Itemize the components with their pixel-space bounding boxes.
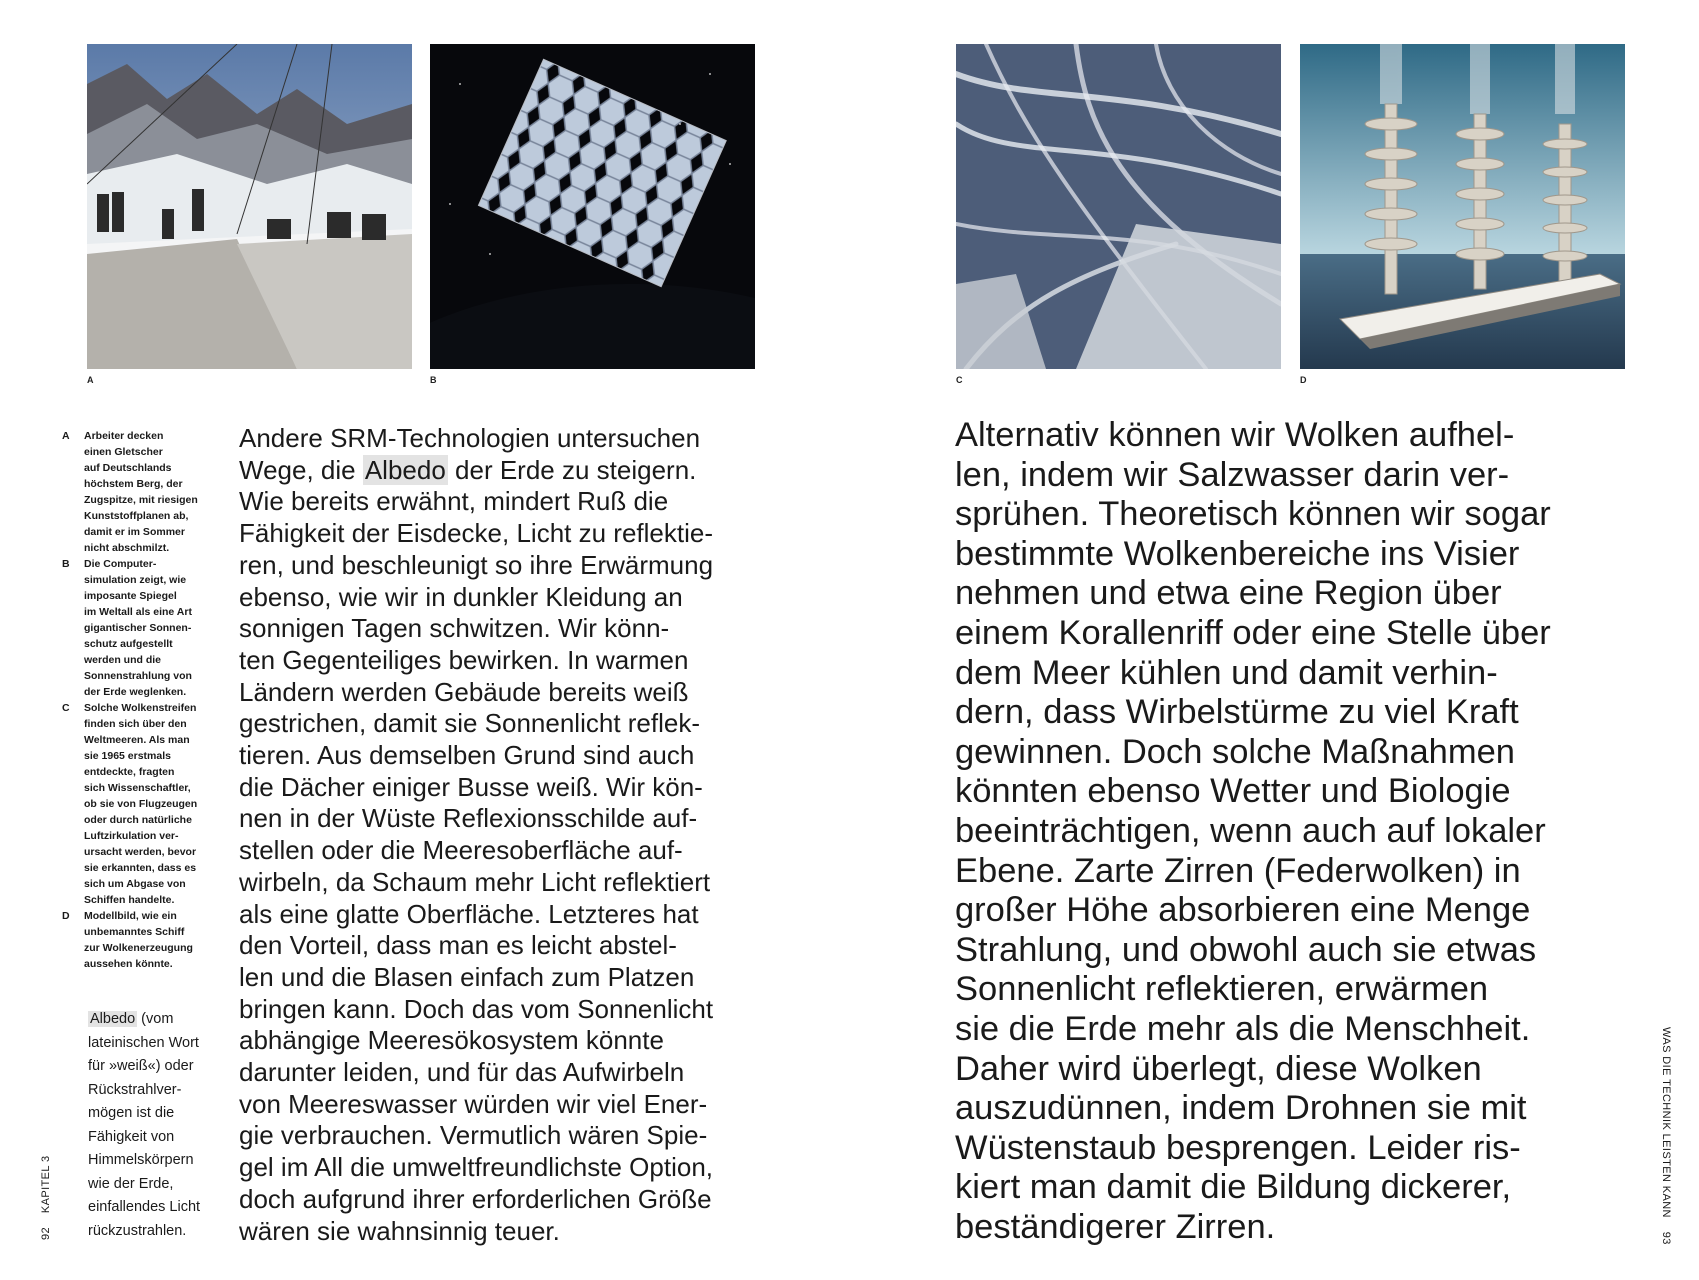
body-text-right [955, 416, 1595, 1247]
body-line: großer Höhe absorbieren eine Menge [955, 891, 1531, 930]
space-mirror-photo-icon [430, 44, 755, 369]
photo-a [87, 44, 412, 369]
body-line: den Vorteil, dass man es leicht abstel- [239, 930, 677, 961]
caption-text: Die Computer- simulation zeigt, wie imposante Spiegel im Weltall als eine Art gigantischer Sonnen- schutz aufgestellt werden und die Sonnenstrahlung von der Erde weglenken. [84, 558, 192, 698]
body-line: bringen kann. Doch das vom Sonnenlicht [239, 993, 714, 1024]
body-line: gewinnen. Doch solche Maßnahmen [955, 732, 1515, 771]
body-line: len, indem wir Salzwasser darin ver- [955, 455, 1510, 494]
caption-letter: B [62, 558, 70, 570]
body-line: sonnigen Tagen schwitzen. Wir könn- [239, 613, 670, 644]
cloud-ship-model-photo-icon [1300, 44, 1625, 369]
body-line: nen in der Wüste Reflexionsschilde auf- [239, 803, 698, 834]
caption-b [62, 556, 224, 700]
body-line: ren, und beschleunigt so ihre Erwärmung [239, 549, 714, 580]
body-line: dem Meer kühlen und damit verhin- [955, 653, 1498, 692]
photo-label-d: D [1300, 375, 1307, 385]
body-line: auszudünnen, indem Drohnen sie mit [955, 1089, 1527, 1128]
photo-captions [62, 428, 224, 972]
running-footer-left [40, 1156, 52, 1240]
body-line: beständigerer Zirren. [955, 1207, 1276, 1246]
glossary-term: Albedo [90, 1011, 136, 1027]
glacier-workers-photo-icon [87, 44, 412, 369]
photo-label-b: B [430, 375, 437, 385]
body-line: darunter leiden, und für das Aufwirbeln [239, 1057, 685, 1088]
body-line: ten Gegenteiliges bewirken. In warmen [239, 644, 689, 675]
body-line: gie verbrauchen. Vermutlich wären Spie- [239, 1120, 708, 1151]
body-line-start: Wege, die [239, 454, 363, 485]
body-lines [239, 486, 759, 1247]
body-line: tieren. Aus demselben Grund sind auch [239, 740, 695, 771]
body-line: als eine glatte Oberfläche. Letzteres hat [239, 898, 699, 929]
body-line: nehmen und etwa eine Region über [955, 574, 1502, 613]
page-number-right: 93 [1660, 1231, 1672, 1245]
body-line: sprühen. Theoretisch können wir sogar [955, 495, 1551, 534]
body-line: Wie bereits erwähnt, mindert Ruß die [239, 486, 669, 517]
body-line: von Meereswasser würden wir viel Ener- [239, 1088, 708, 1119]
caption-a [62, 428, 224, 556]
glossary-albedo [88, 1008, 218, 1243]
caption-text: Solche Wolkenstreifen finden sich über den Weltmeeren. Als man sie 1965 erstmals entdeckte, fragten sich Wissenschaftler, ob sie von Flugzeugen oder durch natürliche Luftzirkulation ver- ursacht werden, bevor sie erkannten, dass es sich um Abgase von Schiffen handelte. [84, 702, 198, 906]
body-line: beeinträchtigen, wenn auch auf lokaler [955, 811, 1546, 850]
caption-letter: D [62, 910, 70, 922]
body-line-end: der Erde zu steigern. [447, 454, 697, 485]
body-line: Wüstenstaub besprengen. Leider ris- [955, 1128, 1521, 1167]
body-line: Ländern werden Gebäude bereits weiß [239, 676, 689, 707]
caption-text: Arbeiter decken einen Gletscher auf Deutschlands höchstem Berg, der Zugspitze, mit riesigen Kunststoffplanen ab, damit er im Sommer nicht abschmilzt. [84, 430, 198, 554]
body-line: doch aufgrund ihrer erforderlichen Größe [239, 1183, 712, 1214]
body-line: gestrichen, damit sie Sonnenlicht reflek- [239, 708, 701, 739]
body-line: bestimmte Wolkenbereiche ins Visier [955, 534, 1520, 573]
body-line: könnten ebenso Wetter und Biologie [955, 772, 1511, 811]
body-line: die Dächer einiger Busse weiß. Wir kön- [239, 771, 703, 802]
body-line: wirbeln, da Schaum mehr Licht reflektiert [239, 866, 711, 897]
section-label: WAS DIE TECHNIK LEISTEN KANN [1660, 1027, 1672, 1218]
body-line: Sonnenlicht reflektieren, erwärmen [955, 970, 1489, 1009]
ship-tracks-clouds-photo-icon [956, 44, 1281, 369]
photo-d [1300, 44, 1625, 369]
running-footer-right [1660, 1027, 1672, 1245]
body-line: einem Korallenriff oder eine Stelle über [955, 613, 1551, 652]
chapter-label: KAPITEL 3 [40, 1155, 52, 1214]
body-line: ebenso, wie wir in dunkler Kleidung an [239, 581, 683, 612]
body-line: Ebene. Zarte Zirren (Federwolken) in [955, 851, 1521, 890]
body-line: gel im All die umweltfreundlichste Option, [239, 1152, 714, 1183]
body-line: Strahlung, und obwohl auch sie etwas [955, 930, 1537, 969]
body-line [239, 455, 759, 487]
body-line: stellen oder die Meeresoberfläche auf- [239, 835, 683, 866]
glossary-definition: (vom lateinischen Wort für »weiß«) oder Rückstrahlver- mögen ist die Fähigkeit von Himmelskörpern wie der Erde, einfallendes Licht rückzustrahlen. [88, 1011, 201, 1239]
body-line: wären sie wahnsinnig teuer. [239, 1215, 560, 1246]
photo-b [430, 44, 755, 369]
caption-c [62, 700, 224, 908]
albedo-highlight: Albedo [364, 454, 446, 485]
body-text-left [239, 423, 759, 1247]
body-line: Andere SRM-Technologien untersuchen [239, 423, 701, 453]
caption-text: Modellbild, wie ein unbemanntes Schiff zur Wolkenerzeugung aussehen könnte. [84, 910, 193, 970]
body-line: Fähigkeit der Eisdecke, Licht zu reflektie- [239, 518, 713, 549]
caption-letter: A [62, 430, 70, 442]
caption-d [62, 908, 224, 972]
photo-label-c: C [956, 375, 963, 385]
body-line: abhängige Meeresökosystem könnte [239, 1025, 664, 1056]
body-line: len und die Blasen einfach zum Platzen [239, 961, 695, 992]
photo-label-a: A [87, 375, 94, 385]
caption-letter: C [62, 702, 70, 714]
body-line: Alternativ können wir Wolken aufhel- [955, 416, 1515, 454]
body-line: sie die Erde mehr als die Menschheit. [955, 1009, 1531, 1048]
page-number-left: 92 [40, 1226, 52, 1240]
body-line: Daher wird überlegt, diese Wolken [955, 1049, 1482, 1088]
photo-c [956, 44, 1281, 369]
body-lines [955, 416, 1595, 1247]
body-line: dern, dass Wirbelstürme zu viel Kraft [955, 693, 1519, 732]
body-line: kiert man damit die Bildung dickerer, [955, 1168, 1512, 1207]
